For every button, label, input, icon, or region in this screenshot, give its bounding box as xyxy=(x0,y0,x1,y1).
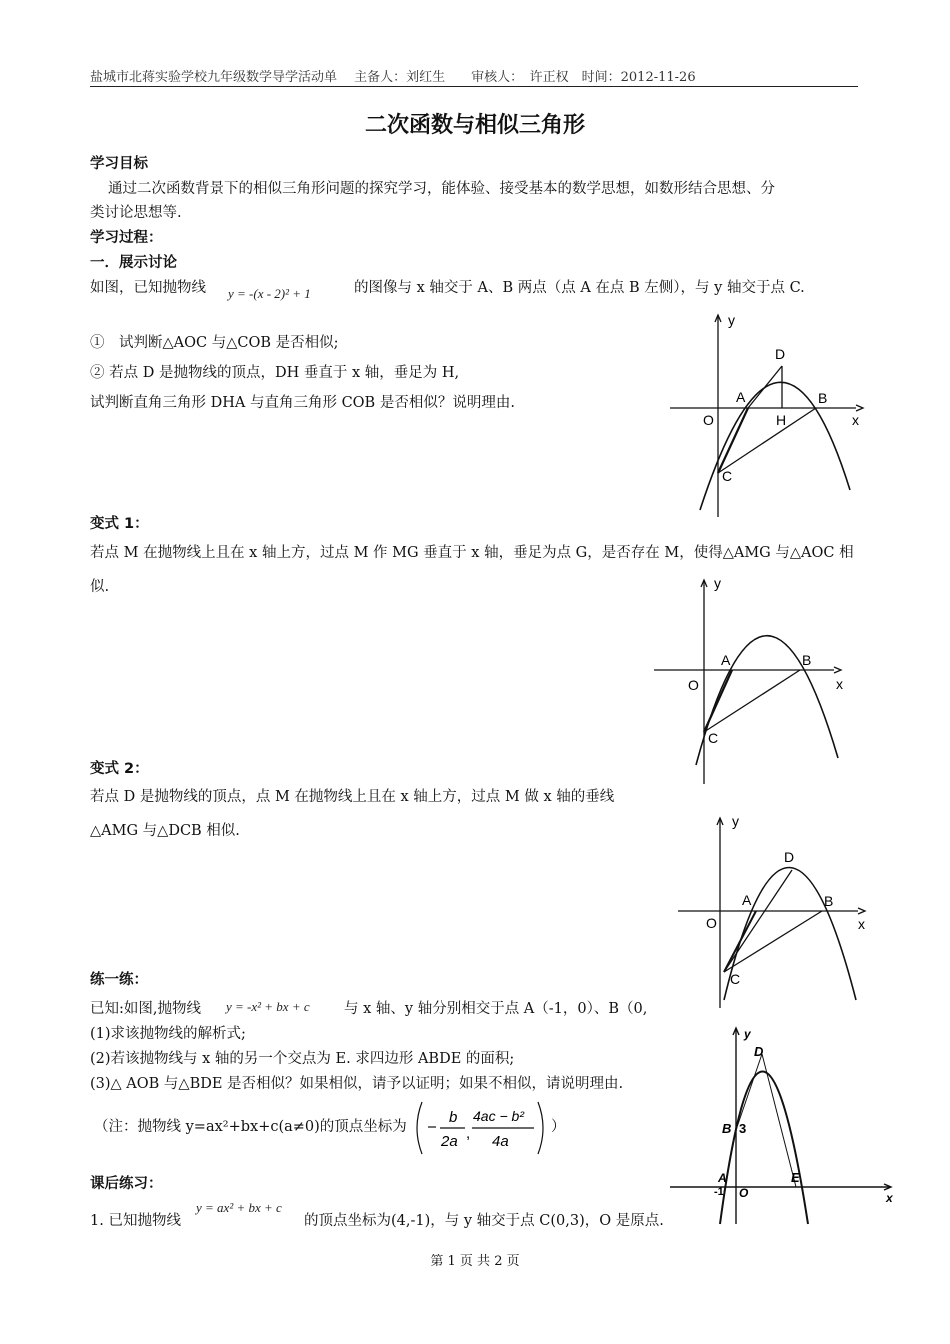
fig4-label-x: x xyxy=(886,1191,893,1205)
practice-q1: (1)求该抛物线的解析式; xyxy=(90,1026,246,1042)
header-divider xyxy=(90,86,858,87)
fig3-label-O: O xyxy=(706,915,717,931)
fig4-label-3: 3 xyxy=(739,1121,747,1136)
practice-heading: 练一练： xyxy=(90,972,148,988)
left-paren xyxy=(417,1102,422,1154)
question-1: ① 试判断△AOC 与△COB 是否相似; xyxy=(90,335,339,351)
fig3-line-CA xyxy=(724,911,756,972)
fig1-x-arrow xyxy=(856,405,863,411)
fig4-line-DE xyxy=(762,1054,796,1187)
fig3-line-CB xyxy=(724,911,822,972)
variant1-line-1: 若点 M 在抛物线上且在 x 轴上方，过点 M 作 MG 垂直于 x 轴，垂足为点 G，是否存在 M，使得△AMG 与△AOC 相 xyxy=(90,545,854,561)
fig4-label-y: y xyxy=(744,1027,751,1041)
fig3-label-C: C xyxy=(730,971,741,987)
figure-4 xyxy=(666,1024,906,1228)
fraction-1-denominator: 2a xyxy=(441,1133,458,1150)
question-2: ② 若点 D 是抛物线的顶点，DH 垂直于 x 轴，垂足为 H, xyxy=(90,365,460,381)
fig2-label-B: B xyxy=(802,652,812,668)
fig4-label-O: O xyxy=(739,1186,749,1200)
practice-formula: y = -x² + bx + c xyxy=(226,999,310,1014)
fig3-label-A: A xyxy=(742,892,752,908)
goal-line-1: 通过二次函数背景下的相似三角形问题的探究学习，能体验、接受基本的数学思想，如数形结合思想、分 xyxy=(108,181,775,197)
process-heading: 学习过程： xyxy=(90,230,163,246)
fig2-label-y: y xyxy=(714,575,721,591)
fig1-label-x: x xyxy=(852,412,859,428)
figure-2 xyxy=(648,570,858,785)
homework-line-1a: 1. 已知抛物线 xyxy=(90,1213,181,1229)
homework-line-1b: 的顶点坐标为(4,-1)，与 y 轴交于点 C(0,3)，O 是原点. xyxy=(304,1213,664,1229)
fraction-2-denominator: 4a xyxy=(492,1133,509,1150)
fraction-1-numerator: b xyxy=(449,1109,458,1126)
fig4-label-A: A xyxy=(718,1171,727,1185)
variant2-line-2: △AMG 与△DCB 相似. xyxy=(90,823,240,839)
page-footer: 第 1 页 共 2 页 xyxy=(430,1254,520,1269)
document-title: 二次函数与相似三角形 xyxy=(364,113,585,138)
fig2-label-A: A xyxy=(721,652,731,668)
fig3-label-y: y xyxy=(732,813,739,829)
fig4-label-E: E xyxy=(791,1170,800,1185)
note-text-a: （注：抛物线 y=ax²+bx+c(a≠0)的顶点坐标为 xyxy=(94,1119,407,1135)
fig1-parabola xyxy=(700,382,850,510)
fig1-label-C: C xyxy=(722,468,733,484)
homework-heading: 课后练习： xyxy=(90,1176,163,1192)
goal-line-2: 类讨论思想等. xyxy=(90,205,182,221)
practice-line-1b: 与 x 轴、y 轴分别相交于点 A（-1，0）、B（0, xyxy=(344,1001,648,1017)
question-2b: 试判断直角三角形 DHA 与直角三角形 COB 是否相似？说明理由. xyxy=(90,395,515,411)
homework-formula: y = ax² + bx + c xyxy=(196,1200,282,1215)
fig2-label-C: C xyxy=(708,730,719,746)
fig4-label-B: B xyxy=(722,1121,732,1136)
fig4-parabola xyxy=(720,1072,808,1225)
figure-3 xyxy=(672,810,877,1010)
fig3-label-B: B xyxy=(824,893,834,909)
fig1-label-H: H xyxy=(776,412,787,428)
variant1-heading: 变式 1： xyxy=(90,516,149,532)
fig4-label-D: D xyxy=(754,1044,764,1059)
fig3-line-CD xyxy=(724,870,792,972)
intro-text-a: 如图，已知抛物线 xyxy=(90,280,206,296)
goal-heading: 学习目标 xyxy=(90,156,148,172)
fig1-label-D: D xyxy=(775,346,786,362)
practice-line-1a: 已知:如图,抛物线 xyxy=(90,1001,201,1017)
fig4-line-BD xyxy=(736,1054,762,1130)
section-heading: 一．展示讨论 xyxy=(90,255,177,271)
practice-q3: (3)△ AOB 与△BDE 是否相似？如果相似，请予以证明；如果不相似，请说明理由. xyxy=(90,1076,624,1092)
fig1-label-y: y xyxy=(728,312,735,328)
fig3-label-D: D xyxy=(784,849,795,865)
fig3-label-x: x xyxy=(858,916,865,932)
vertex-formula xyxy=(410,1098,550,1158)
fig1-label-A: A xyxy=(736,389,746,405)
right-paren xyxy=(538,1102,543,1154)
note-text-b: ） xyxy=(551,1119,566,1135)
variant2-line-1: 若点 D 是抛物线的顶点，点 M 在抛物线上且在 x 轴上方，过点 M 做 x 轴的垂线 xyxy=(90,789,615,805)
fig2-label-O: O xyxy=(688,677,699,693)
figure-1 xyxy=(660,305,870,520)
variant1-line-2: 似. xyxy=(90,579,110,595)
fig4-label-neg1: -1 xyxy=(714,1186,724,1198)
fig1-label-O: O xyxy=(703,412,714,428)
fig2-x-arrow xyxy=(834,667,841,673)
comma: , xyxy=(466,1125,471,1142)
fig3-x-arrow xyxy=(858,908,865,914)
intro-formula: y = -(x - 2)² + 1 xyxy=(228,286,311,301)
practice-q2: (2)若该抛物线与 x 轴的另一个交点为 E. 求四边形 ABDE 的面积; xyxy=(90,1051,515,1067)
fig1-line-AD xyxy=(748,366,782,408)
fig2-label-x: x xyxy=(836,676,843,692)
page-header: 盐城市北蒋实验学校九年级数学导学活动单 主备人：刘红生 审核人： 许正权 时间：2012-11-26 xyxy=(90,70,696,85)
intro-text-b: 的图像与 x 轴交于 A、B 两点（点 A 在点 B 左侧），与 y 轴交于点 C. xyxy=(354,280,805,296)
variant2-heading: 变式 2： xyxy=(90,761,149,777)
fig1-label-B: B xyxy=(818,390,828,406)
fraction-2-numerator: 4ac − b² xyxy=(473,1108,524,1124)
